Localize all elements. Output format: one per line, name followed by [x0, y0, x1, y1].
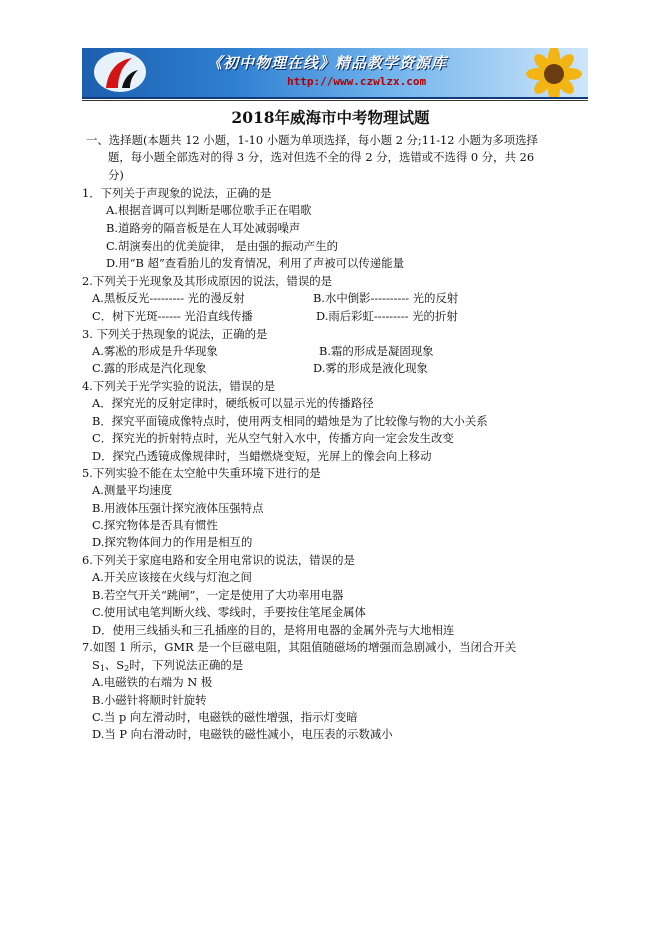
option-c: C.胡演奏出的优美旋律， 是由强的振动产生的	[106, 239, 338, 253]
option-b: B．探究平面镜成像特点时，使用两支相同的蜡烛是为了比较像与物的大小关系	[92, 414, 488, 428]
question-stem: 1．下列关于声现象的说法，正确的是	[82, 186, 272, 200]
option-a: A．探究光的反射定律时，硬纸板可以显示光的传播路径	[92, 396, 374, 410]
section-intro-line-3: 分)	[108, 168, 124, 182]
option-c: C．探究光的折射特点时，光从空气射入水中，传播方向一定会发生改变	[92, 431, 454, 445]
option-a: A.开关应该接在火线与灯泡之间	[92, 570, 252, 584]
switch-s-label: S	[92, 658, 100, 672]
subscript-2: 2	[124, 664, 130, 673]
subscript-1: 1	[99, 664, 105, 673]
option-d: D.用“B 超”查看胎儿的发育情况，利用了声被可以传递能量	[106, 256, 404, 270]
option-a: A.雾凇的形成是升华现象	[92, 344, 218, 358]
header-rule	[82, 100, 588, 101]
option-d: D．探究凸透镜成像规律时，当蜡燃烧变短，光屏上的像会向上移动	[92, 449, 432, 463]
section-intro-line-1: 一、选择题(本题共 12 小题，1-10 小题为单项选择，每小题 2 分;11-12 小题为多项选择	[86, 133, 538, 147]
option-b: B.小磁针将顺时针旋转	[92, 693, 207, 707]
option-d: D.雨后彩虹--------- 光的折射	[316, 309, 458, 323]
question-stem: 6.下列关于家庭电路和安全用电常识的说法，错误的是	[82, 553, 355, 567]
question-stem: 3. 下列关于热现象的说法，正确的是	[82, 327, 268, 341]
question-stem: 4.下列关于光学实验的说法，错误的是	[82, 379, 276, 393]
option-c: C.当 p 向左滑动时，电磁铁的磁性增强，指示灯变暗	[92, 710, 358, 724]
stem-tail: 时，下列说法正确的是	[129, 658, 244, 672]
option-c: C.探究物体是否具有惯性	[92, 518, 218, 532]
option-d: D.探究物体间力的作用是相互的	[92, 535, 253, 549]
option-b: B.道路旁的隔音板是在人耳处减弱噪声	[106, 221, 301, 235]
switch-s2-label: 、S	[104, 658, 125, 672]
sunflower-icon	[514, 48, 584, 99]
page-title: 2018年威海市中考物理试题	[231, 108, 430, 127]
option-b: B.水中倒影---------- 光的反射	[313, 291, 459, 305]
question-stem: 5.下列实验不能在太空舱中失重环境下进行的是	[82, 466, 321, 480]
option-d: D．使用三线插头和三孔插座的目的，是将用电器的金属外壳与大地相连	[92, 623, 455, 637]
question-stem: 7.如图 1 所示，GMR 是一个巨磁电阻，其阻值随磁场的增强而急剧减小，当闭合开关	[82, 640, 517, 654]
option-d: D.当 P 向右滑动时，电磁铁的磁性减小，电压表的示数减小	[92, 727, 393, 741]
option-b: B.若空气开关“跳闸”，一定是使用了大功率用电器	[92, 588, 344, 602]
section-intro-line-2: 题，每小题全部选对的得 3 分，选对但选不全的得 2 分，选错或不选得 0 分，共 26	[108, 150, 535, 164]
site-logo-icon	[92, 50, 148, 95]
option-c: C．树下光斑------ 光沿直线传播	[92, 309, 253, 323]
option-b: B.用液体压强计探究液体压强特点	[92, 501, 264, 515]
option-c: C.露的形成是汽化现象	[92, 361, 207, 375]
option-a: A.黑板反光--------- 光的漫反射	[92, 291, 245, 305]
option-a: A.电磁铁的右端为 N 极	[92, 675, 213, 689]
option-c: C.使用试电笔判断火线、零线时，手要按住笔尾金属体	[92, 605, 366, 619]
banner-title: 《初中物理在线》精品教学资源库	[207, 54, 448, 72]
question-stem: 2.下列关于光现象及其形成原因的说法，错误的是	[82, 274, 333, 288]
option-d: D.雾的形成是液化现象	[313, 361, 428, 375]
question-stem-continued	[92, 658, 243, 676]
header-banner	[82, 48, 588, 99]
option-a: A.测量平均速度	[92, 483, 173, 497]
option-a: A.根据音调可以判断是哪位歌手正在唱歌	[106, 203, 312, 217]
banner-url: http://www.czwlzx.com	[287, 75, 427, 88]
option-b: B.霜的形成是凝固现象	[319, 344, 434, 358]
